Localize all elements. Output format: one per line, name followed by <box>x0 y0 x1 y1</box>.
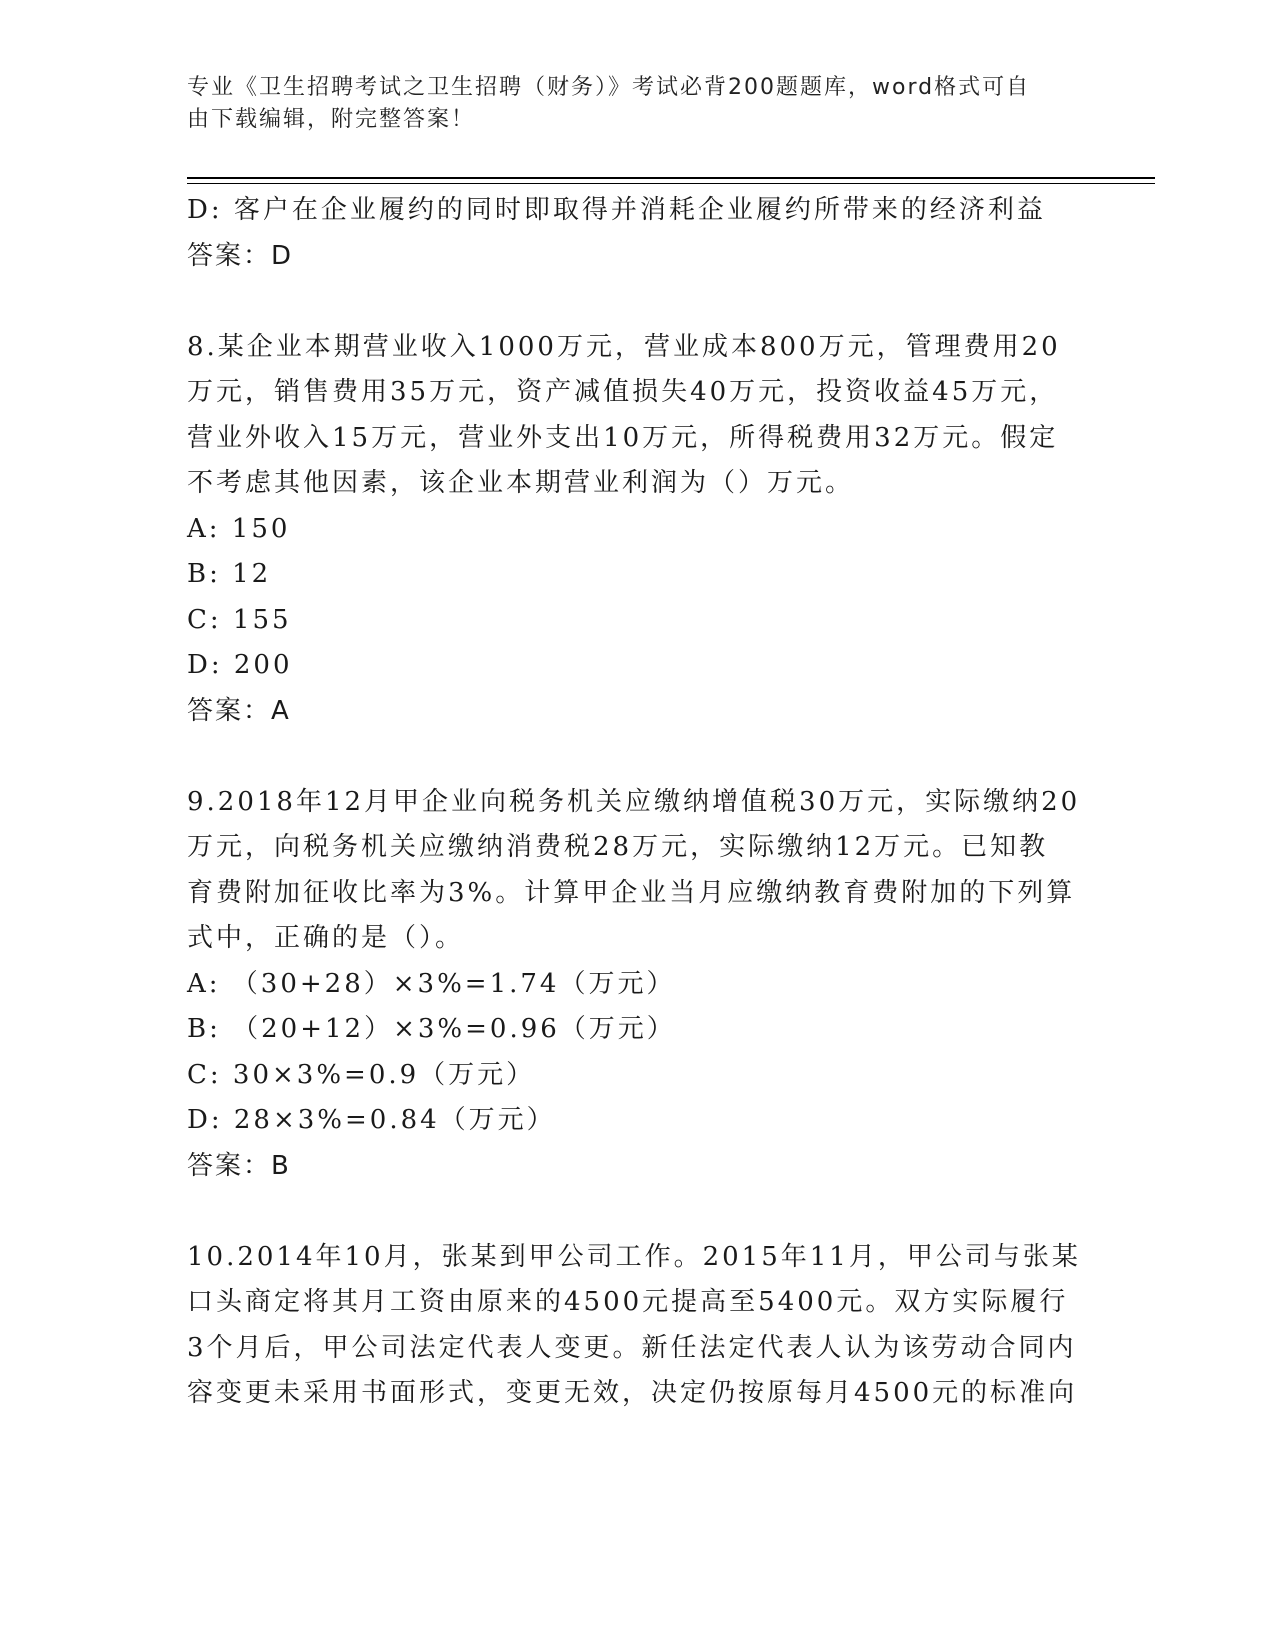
previous-question-tail <box>187 188 1087 279</box>
answer-line: 答案：D <box>187 240 294 271</box>
question-10 <box>187 1235 1087 1417</box>
option-c: C: 30×3%=0.9（万元） <box>187 1059 536 1090</box>
question-stem-line: 10.2014年10月，张某到甲公司工作。2015年11月，甲公司与张某 <box>187 1241 1081 1272</box>
header-title-line-2: 由下载编辑，附完整答案！ <box>187 107 476 132</box>
option-b: B: （20+12）×3%=0.96（万元） <box>187 1014 676 1044</box>
question-stem-line: 万元，销售费用35万元，资产减值损失40万元，投资收益45万元， <box>187 377 1059 407</box>
question-stem-line: 口头商定将其月工资由原来的4500元提高至5400元。双方实际履行 <box>187 1287 1069 1317</box>
option-d: D: 客户在企业履约的同时即取得并消耗企业履约所带来的经济利益 <box>187 195 1046 225</box>
header-divider-thin <box>187 183 1155 184</box>
question-9 <box>187 780 1087 1190</box>
answer-line: 答案：A <box>187 695 291 726</box>
option-a: A: （30+28）×3%=1.74（万元） <box>187 968 676 999</box>
option-c: C: 155 <box>187 604 292 635</box>
question-stem-line: 营业外收入15万元，营业外支出10万元，所得税费用32万元。假定 <box>187 422 1059 453</box>
document-header <box>187 72 1067 136</box>
question-stem-line: 容变更未采用书面形式，变更无效，决定仍按原每月4500元的标准向 <box>187 1378 1078 1408</box>
option-d: D: 28×3%=0.84（万元） <box>187 1105 556 1135</box>
option-d: D: 200 <box>187 650 293 680</box>
header-title-line-1: 专业《卫生招聘考试之卫生招聘（财务）》考试必背200题题库，word格式可自 <box>187 75 1031 100</box>
spacer <box>187 279 1087 325</box>
question-stem-line: 3个月后，甲公司法定代表人变更。新任法定代表人认为该劳动合同内 <box>187 1332 1077 1363</box>
spacer <box>187 1189 1087 1235</box>
question-stem-line: 式中，正确的是（）。 <box>187 923 465 953</box>
question-stem-line: 不考虑其他因素，该企业本期营业利润为（）万元。 <box>187 468 855 498</box>
question-list <box>187 188 1087 1417</box>
spacer <box>187 734 1087 780</box>
question-stem-line: 万元，向税务机关应缴纳消费税28万元，实际缴纳12万元。已知教 <box>187 832 1049 862</box>
question-stem-line: 8.某企业本期营业收入1000万元，营业成本800万元，管理费用20 <box>187 331 1061 362</box>
option-a: A: 150 <box>187 513 291 544</box>
question-stem-line: 育费附加征收比率为3%。计算甲企业当月应缴纳教育费附加的下列算 <box>187 877 1076 908</box>
header-divider-thick <box>187 177 1155 179</box>
question-8 <box>187 325 1087 735</box>
question-stem-line: 9.2018年12月甲企业向税务机关应缴纳增值税30万元，实际缴纳20 <box>187 786 1081 817</box>
answer-line: 答案：B <box>187 1150 291 1181</box>
option-b: B: 12 <box>187 559 272 589</box>
